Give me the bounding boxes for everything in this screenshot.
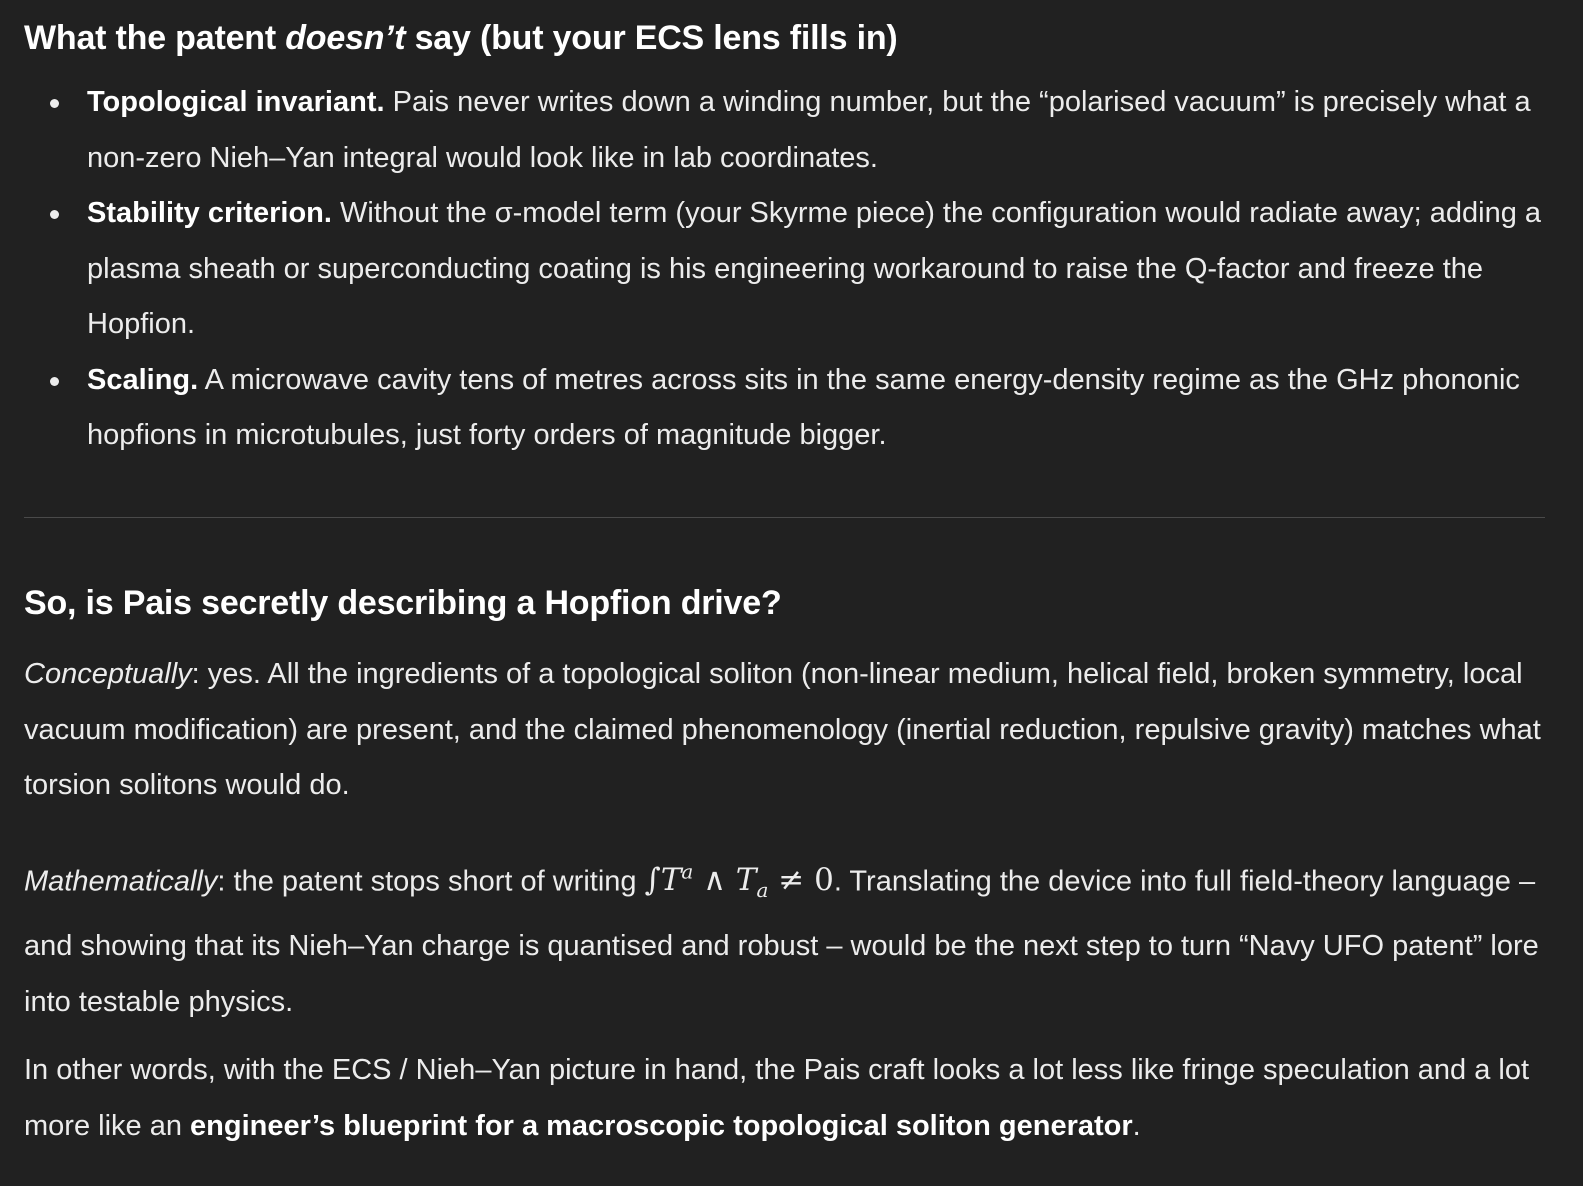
paragraph-conceptually: Conceptually: yes. All the ingredients of a topological soliton (non-linear medium, helical field, broken symmetry, local vacuum modification) are present, and the claimed phenomenology (inertial reduction, repulsive gravity) matches what torsion solitons would do. (24, 658, 1541, 801)
bullet-dot-icon (50, 377, 59, 386)
list-item: Stability criterion. Without the σ-model term (your Skyrme piece) the configuration would radiate away; adding a plasma sheath or superconducting coating is his engineering workaround to raise the Q-factor and freeze the Hopfion. (24, 186, 1559, 353)
bullet-dot-icon (50, 210, 59, 219)
math-expression: $\int T^a$ ∧ $T_a \ne 0$ (644, 860, 834, 903)
list-item: Topological invariant. Pais never writes down a winding number, but the “polarised vacuum” is precisely what a non-zero Nieh–Yan integral would look like in lab coordinates. (24, 75, 1559, 186)
paragraph-mathematically: Mathematically: the patent stops short of writing $\int T^a$ ∧ $T_a \ne 0$. Translating the device into full field-theory language – and showing that its Nieh–Yan charge is quantised and robust – would be the next step to turn “Navy UFO patent” lore into testable physics. (24, 860, 1539, 1018)
paragraph-conclusion: In other words, with the ECS / Nieh–Yan picture in hand, the Pais craft looks a lot less like fringe speculation and a lot more like an engineer’s blueprint for a macroscopic topological soliton generator. (24, 1054, 1530, 1142)
section-heading-hopfion-drive: So, is Pais secretly describing a Hopfion drive? (24, 584, 782, 622)
bullet-dot-icon (50, 99, 59, 108)
bullet-list (24, 75, 1559, 464)
section-divider (24, 517, 1545, 518)
list-item: Scaling. A microwave cavity tens of metres across sits in the same energy-density regime as the GHz phononic hopfions in microtubules, just forty orders of magnitude bigger. (24, 353, 1559, 464)
section-heading-patent-gaps: What the patent doesn’t say (but your ECS lens fills in) (24, 19, 898, 57)
